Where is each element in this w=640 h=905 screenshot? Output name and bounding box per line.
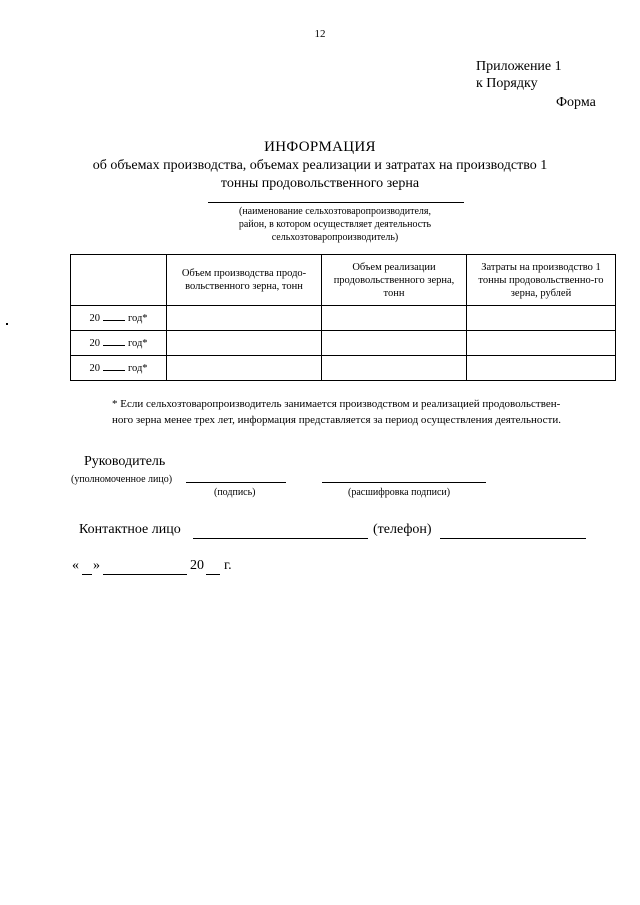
table-row	[71, 306, 616, 331]
year-prefix: 20	[89, 363, 100, 374]
production-cell[interactable]	[167, 356, 322, 381]
date-quote-open: «	[72, 558, 79, 573]
header-empty	[71, 255, 167, 306]
year-suffix: год*	[127, 338, 148, 349]
year-blank[interactable]	[103, 336, 125, 346]
cost-cell[interactable]	[467, 356, 616, 381]
signature-decode-field[interactable]	[322, 481, 486, 483]
year-cell[interactable]	[71, 306, 167, 331]
signature-field[interactable]	[186, 481, 286, 483]
year-blank[interactable]	[103, 361, 125, 371]
producer-name-field[interactable]	[208, 202, 464, 203]
sales-cell[interactable]	[322, 356, 467, 381]
sales-cell[interactable]	[322, 331, 467, 356]
year-cell[interactable]	[71, 356, 167, 381]
scan-speck	[6, 323, 8, 325]
producer-name-caption	[190, 205, 480, 244]
appendix-line1: Приложение 1	[476, 59, 562, 74]
subtitle-line2: тонны продовольственного зерна	[220, 176, 420, 191]
authorized-person-label: (уполномоченное лицо)	[71, 474, 173, 485]
footnote-line1: * Если сельхозтоваропроизводитель занимается производством и реализацией продовольствен-	[112, 398, 561, 410]
head-label: Руководитель	[84, 454, 166, 469]
year-prefix: 20	[89, 313, 100, 324]
date-year-prefix: 20	[190, 558, 204, 573]
appendix-line2: к Порядку	[476, 76, 538, 91]
production-cell[interactable]	[167, 331, 322, 356]
header-sales-volume: Объем реализации продовольственного зерна, тонн	[322, 255, 467, 306]
year-suffix: год*	[127, 363, 148, 374]
contact-person-label: Контактное лицо	[79, 522, 181, 537]
subtitle-line1: об объемах производства, объемах реализации и затратах на производство 1	[92, 158, 548, 173]
year-cell[interactable]	[71, 331, 167, 356]
form-label: Форма	[556, 95, 596, 110]
signature-decode-caption: (расшифровка подписи)	[348, 487, 451, 498]
phone-label: (телефон)	[373, 522, 432, 537]
contact-person-field[interactable]	[193, 537, 368, 539]
sales-cell[interactable]	[322, 306, 467, 331]
header-cost-per-ton: Затраты на производство 1 тонны продовольственно-го зерна, рублей	[467, 255, 616, 306]
cost-cell[interactable]	[467, 306, 616, 331]
name-caption-line2: район, в котором осуществляет деятельность	[238, 219, 432, 230]
year-suffix: год*	[127, 313, 148, 324]
production-table	[70, 254, 616, 381]
date-year-suffix: г.	[224, 558, 232, 573]
cost-cell[interactable]	[467, 331, 616, 356]
table-row	[71, 331, 616, 356]
production-cell[interactable]	[167, 306, 322, 331]
footnote-line2: ного зерна менее трех лет, информация представляется за период осуществления деятельности.	[112, 414, 561, 426]
year-prefix: 20	[89, 338, 100, 349]
phone-field[interactable]	[440, 537, 586, 539]
date-quote-close: »	[93, 558, 100, 573]
date-year-field[interactable]	[206, 573, 220, 575]
header-production-volume: Объем производства продо-вольственного зерна, тонн	[167, 255, 322, 306]
name-caption-line3: сельхозтоваропроизводитель)	[271, 232, 399, 243]
table-row	[71, 356, 616, 381]
signature-caption: (подпись)	[214, 487, 256, 498]
date-month-field[interactable]	[103, 573, 187, 575]
table-header-row	[71, 255, 616, 306]
footnote	[112, 396, 602, 428]
document-title: ИНФОРМАЦИЯ	[264, 139, 376, 155]
page-number: 12	[314, 28, 326, 40]
name-caption-line1: (наименование сельхозтоваропроизводителя,	[238, 206, 431, 217]
date-day-field[interactable]	[82, 573, 92, 575]
document-subtitle	[0, 157, 640, 193]
year-blank[interactable]	[103, 311, 125, 321]
